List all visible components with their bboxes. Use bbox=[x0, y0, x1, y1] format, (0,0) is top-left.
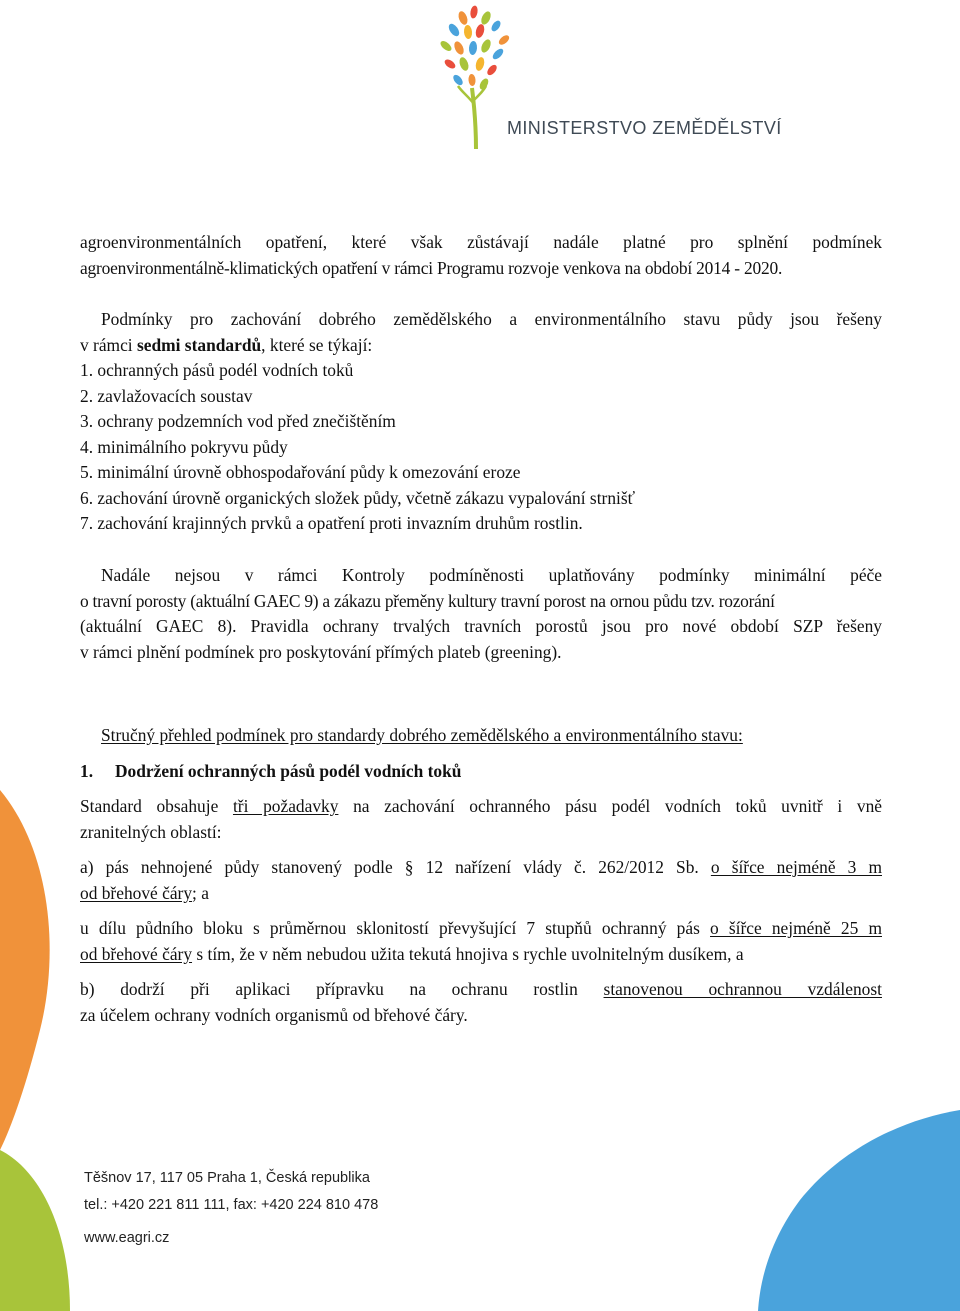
requirement-a bbox=[80, 855, 882, 906]
list-item: 6. zachování úrovně organických složek půdy, včetně zákazu vypalování strnišť bbox=[80, 487, 636, 508]
heading-text: Stručný přehled podmínek pro standardy dobrého zemědělského a environmentálního stavu: bbox=[101, 725, 743, 745]
footer-web-link[interactable]: www.eagri.cz bbox=[84, 1230, 170, 1246]
underlined-text: od břehové čáry bbox=[80, 882, 193, 903]
text-span: v rámci bbox=[80, 334, 137, 355]
underlined-text: stanovenou ochrannou vzdálenost bbox=[603, 979, 882, 999]
text-span: s tím, že v něm nebudou užita tekutá hnojiva s rychle uvolnitelným dusíkem, a bbox=[192, 943, 744, 964]
list-item: 7. zachování krajinných prvků a opatření proti invazním druhům rostlin. bbox=[80, 513, 583, 533]
paragraph-1 bbox=[80, 230, 882, 281]
text-line: za účelem ochrany vodních organismů od břehové čáry. bbox=[80, 1004, 468, 1025]
section-number: 1. bbox=[80, 761, 94, 781]
text-span: a) pás nehnojené půdy stanovený podle § 12 nařízení vlády č. 262/2012 Sb. bbox=[80, 857, 711, 877]
text-line: agroenvironmentálně-klimatických opatření v rámci Programu rozvoje venkova na období 2014 - 2020. bbox=[80, 257, 783, 278]
text-line bbox=[80, 977, 882, 1003]
requirement-b bbox=[80, 977, 882, 1028]
logo-title: MINISTERSTVO ZEMĚDĚLSTVÍ bbox=[507, 118, 782, 138]
text-line: zranitelných oblastí: bbox=[80, 821, 222, 842]
section-1-intro bbox=[80, 794, 882, 845]
text-line bbox=[80, 333, 882, 359]
text-line bbox=[80, 855, 882, 881]
list-item: 1. ochranných pásů podél vodních toků bbox=[80, 360, 354, 380]
paragraph-2 bbox=[80, 307, 882, 358]
underlined-text: tři požadavky bbox=[232, 796, 339, 816]
text-line bbox=[80, 794, 882, 820]
text-span: ; a bbox=[192, 882, 209, 903]
text-span: , které se týkají: bbox=[261, 334, 373, 355]
paragraph-3 bbox=[80, 563, 882, 665]
text-line: Podmínky pro zachování dobrého zemědělského a environmentálního stavu půdy jsou řešeny bbox=[101, 309, 882, 329]
section-title: Dodržení ochranných pásů podél vodních toků bbox=[115, 761, 462, 781]
text-line: agroenvironmentálních opatření, které však zůstávají nadále platné pro splnění podmínek bbox=[80, 232, 882, 252]
footer-address: Těšnov 17, 117 05 Praha 1, Česká republika bbox=[84, 1170, 370, 1186]
list-item: 2. zavlažovacích soustav bbox=[80, 385, 253, 406]
requirement-slope bbox=[80, 916, 882, 967]
orange-leaf-shape bbox=[0, 790, 60, 1150]
text-span: Standard obsahuje bbox=[80, 796, 233, 816]
text-span: na zachování ochranného pásu podél vodních toků uvnitř i vně bbox=[338, 796, 882, 816]
text-line: (aktuální GAEC 8). Pravidla ochrany trvalých travních porostů jsou pro nové období SZP řešeny bbox=[80, 616, 882, 636]
list-item: 3. ochrany podzemních vod před znečištěním bbox=[80, 411, 396, 431]
text-line bbox=[80, 881, 882, 907]
underlined-text: od břehové čáry bbox=[80, 943, 193, 964]
text-span: b) dodrží při aplikaci přípravku na ochranu rostlin bbox=[80, 979, 604, 999]
list-item: 4. minimálního pokryvu půdy bbox=[80, 436, 288, 457]
underlined-text: o šířce nejméně 3 m bbox=[710, 857, 882, 877]
list-item: 5. minimální úrovně obhospodařování půdy k omezování eroze bbox=[80, 462, 521, 482]
text-line bbox=[80, 942, 882, 968]
section-1-title bbox=[80, 759, 882, 785]
text-line: Nadále nejsou v rámci Kontroly podmíněnosti uplatňovány podmínky minimální péče bbox=[101, 565, 882, 585]
bold-text: sedmi standardů bbox=[136, 334, 262, 355]
underlined-text: o šířce nejméně 25 m bbox=[710, 918, 882, 938]
footer-phone: tel.: +420 221 811 111, fax: +420 224 810 478 bbox=[84, 1197, 379, 1213]
text-span: u dílu půdního bloku s průměrnou sklonitostí převyšující 7 stupňů ochranný pás bbox=[80, 918, 711, 938]
text-line bbox=[80, 916, 882, 942]
blue-leaf-shape bbox=[700, 1110, 960, 1311]
overview-heading bbox=[80, 723, 882, 749]
text-line: v rámci plnění podmínek pro poskytování přímých plateb (greening). bbox=[80, 641, 562, 662]
text-line: o travní porosty (aktuální GAEC 9) a zákazu přeměny kultury travní porost na ornou půdu tzv. rozorání bbox=[80, 590, 775, 611]
green-leaf-shape bbox=[0, 1130, 80, 1311]
standards-list bbox=[80, 358, 882, 537]
